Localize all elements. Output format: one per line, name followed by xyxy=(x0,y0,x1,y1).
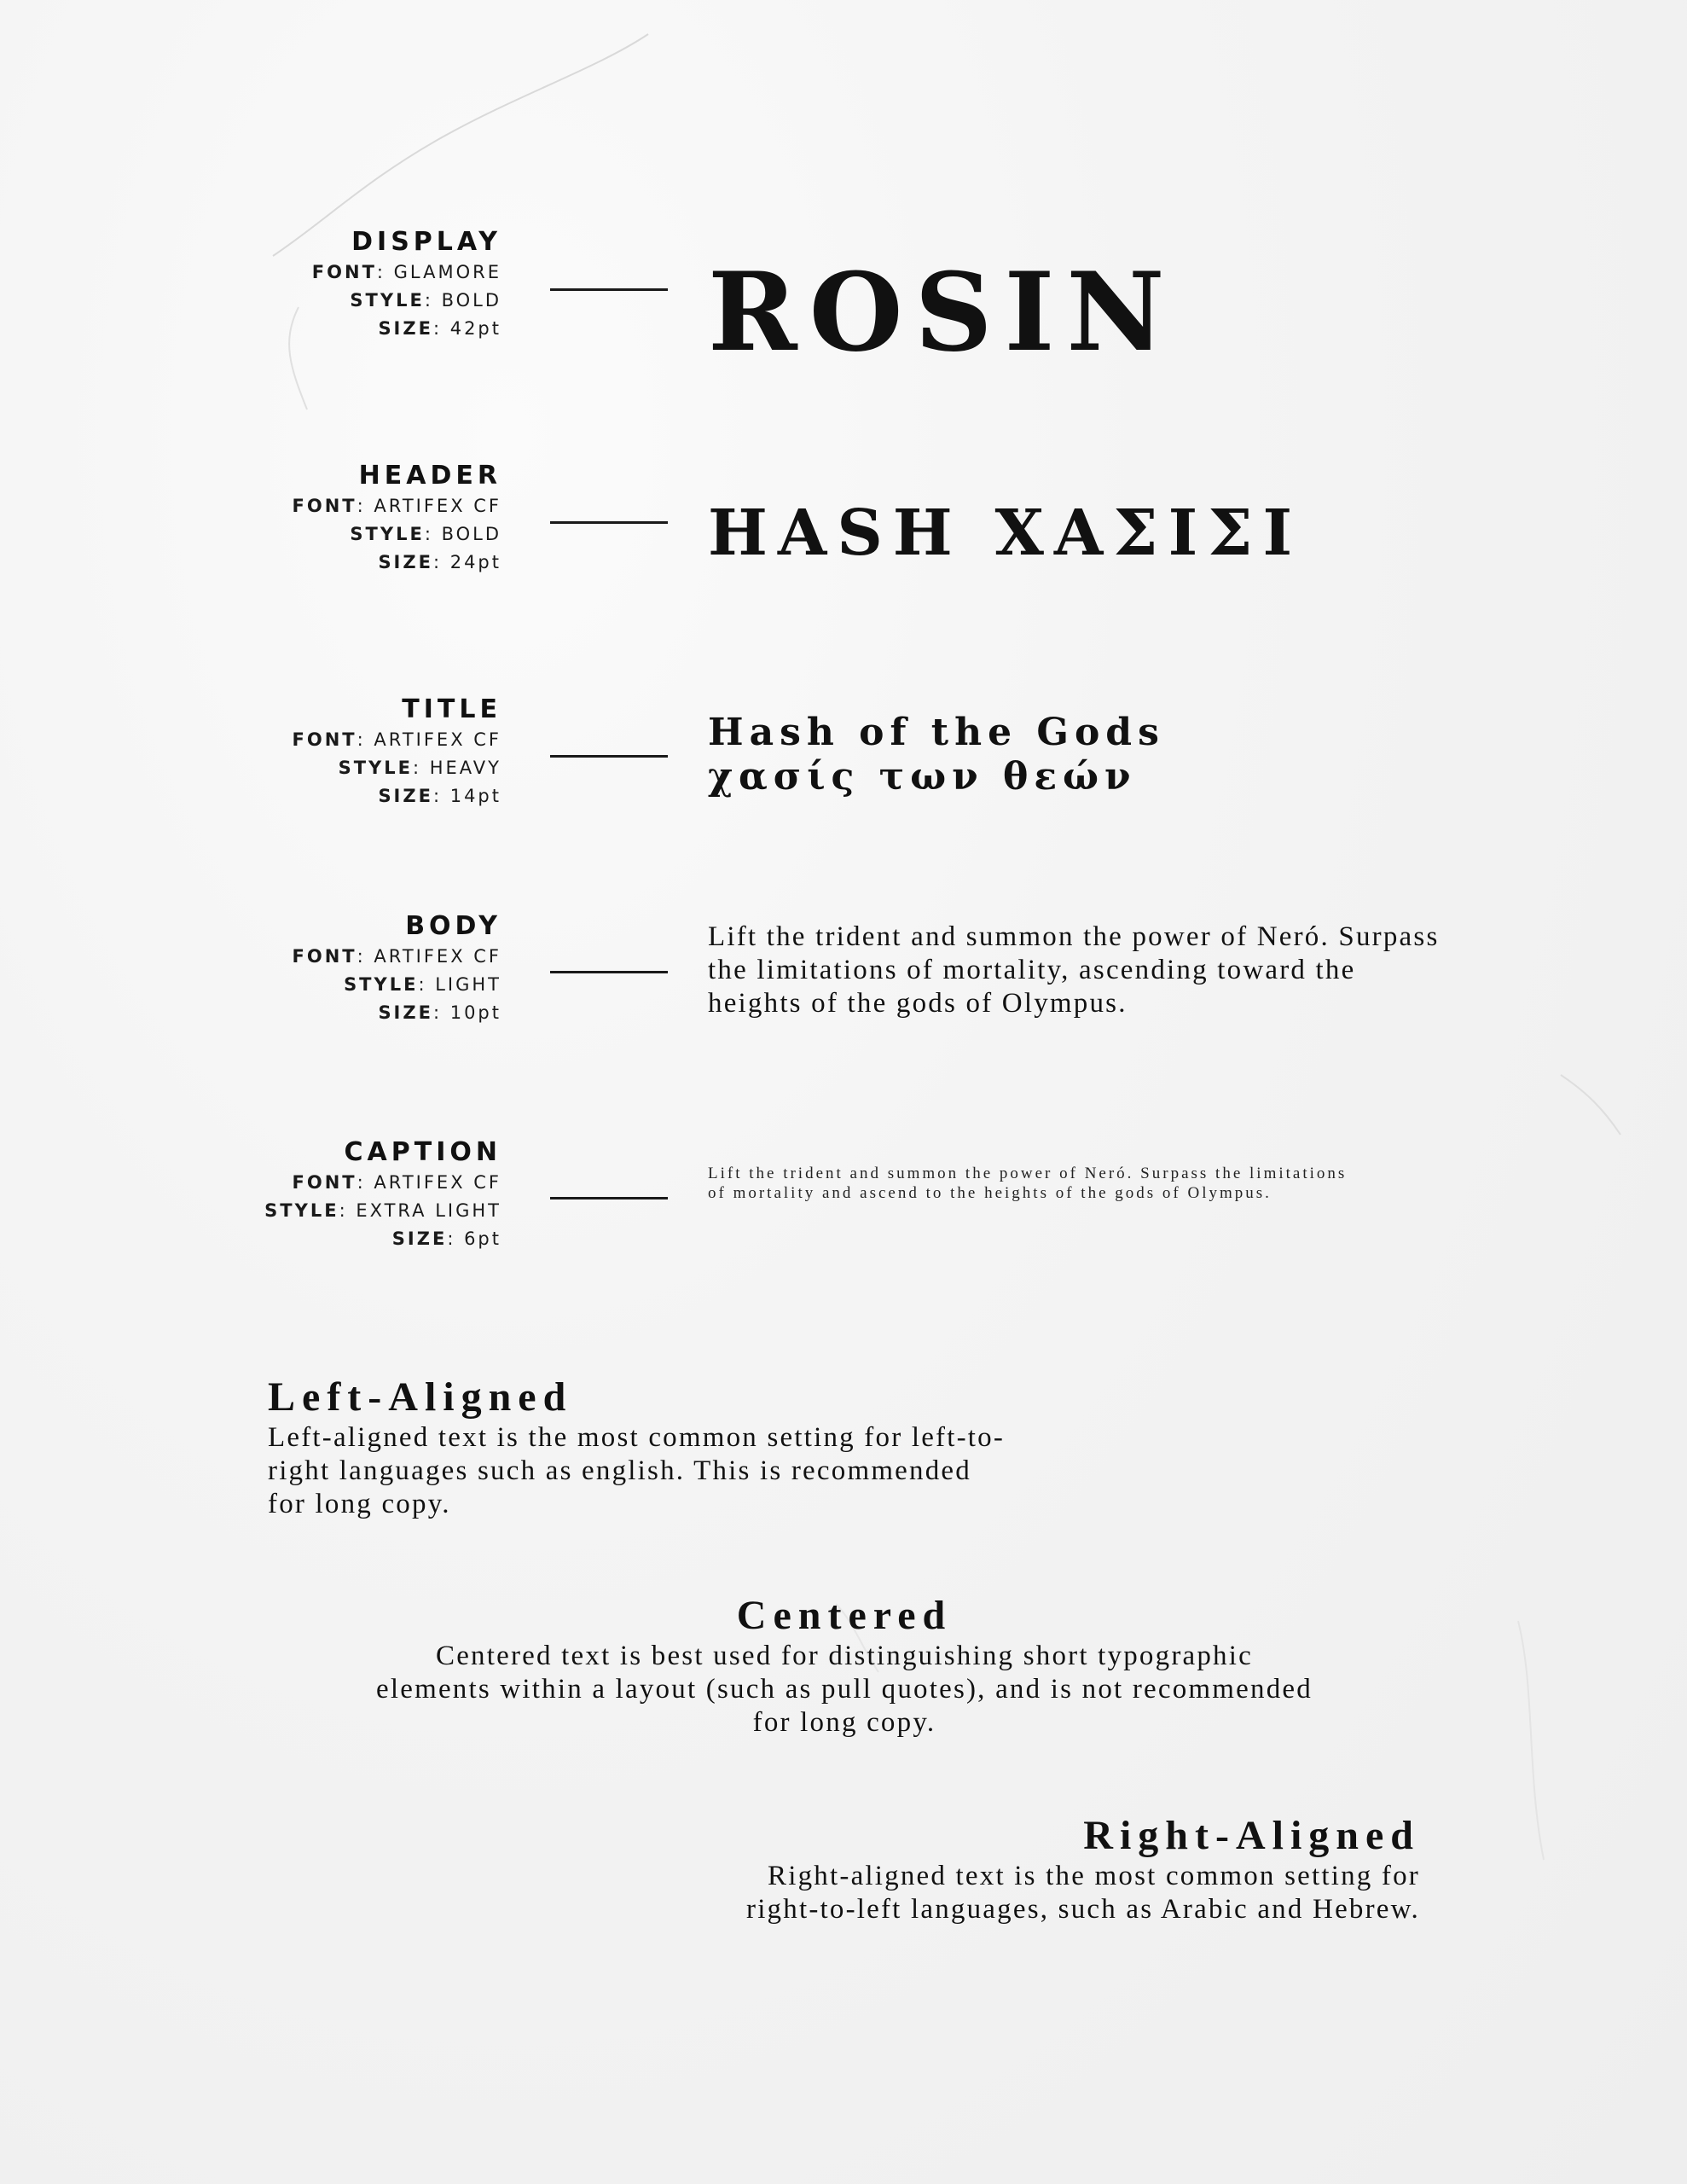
left-aligned-text: Left-aligned text is the most common setting for left-to-right languages such as english. This is recommended for long copy. xyxy=(268,1422,1006,1519)
title-style-line: STYLE: HEAVY xyxy=(338,758,501,778)
title-label: TITLE xyxy=(402,694,501,724)
centered-example xyxy=(375,1592,1313,1740)
display-style-line: STYLE: BOLD xyxy=(350,290,501,311)
title-font-line: FONT: ARTIFEX CF xyxy=(292,729,501,750)
body-style-line: STYLE: LIGHT xyxy=(344,974,501,995)
left-aligned-example xyxy=(268,1374,1018,1521)
title-sample-greek: χασίς των θεών xyxy=(708,755,1137,799)
display-spec-meta xyxy=(312,226,501,343)
header-spec-meta xyxy=(293,460,501,577)
caption-connector-line xyxy=(550,1197,668,1199)
caption-spec-meta xyxy=(264,1136,501,1253)
left-aligned-title: Left-Aligned xyxy=(268,1374,573,1420)
title-spec-row xyxy=(0,694,1687,830)
title-connector-line xyxy=(550,755,668,758)
right-aligned-example xyxy=(725,1812,1420,1926)
caption-sample: Lift the trident and summon the power of Neró. Surpass the limitations of mortality and ascend to the heights of the gods of Olympus. xyxy=(708,1165,1348,1202)
display-label: DISPLAY xyxy=(351,227,501,257)
header-label: HEADER xyxy=(358,461,501,491)
display-connector-line xyxy=(550,288,668,291)
body-sample: Lift the trident and summon the power of Neró. Surpass the limitations of mortality, ascending toward the heights of the gods of Olympus. xyxy=(708,921,1440,1019)
caption-style-line: STYLE: EXTRA LIGHT xyxy=(264,1200,501,1221)
header-style-line: STYLE: BOLD xyxy=(350,524,501,544)
header-font-line: FONT: ARTIFEX CF xyxy=(292,496,501,516)
caption-spec-row xyxy=(0,1136,1687,1273)
centered-text: Centered text is best used for distinguishing short typographic elements within a layout (such as pull quotes), and is not recommended for long copy. xyxy=(376,1641,1313,1738)
display-spec-row xyxy=(0,226,1687,397)
title-spec-meta xyxy=(293,694,501,810)
title-size-line: SIZE: 14pt xyxy=(378,786,501,806)
body-spec-meta xyxy=(293,910,501,1027)
centered-title: Centered xyxy=(736,1593,953,1638)
header-connector-line xyxy=(550,521,668,524)
header-sample: HASH ΧΑΣΙΣΙ xyxy=(708,497,1303,570)
display-font-line: FONT: GLAMORE xyxy=(311,262,501,282)
title-sample-english: Hash of the Gods xyxy=(708,711,1165,754)
right-aligned-text: Right-aligned text is the most common setting for right-to-left languages, such as Arabic and Hebrew. xyxy=(746,1861,1420,1925)
header-size-line: SIZE: 24pt xyxy=(378,552,501,572)
body-font-line: FONT: ARTIFEX CF xyxy=(292,946,501,967)
header-spec-row xyxy=(0,460,1687,596)
body-connector-line xyxy=(550,971,668,973)
caption-size-line: SIZE: 6pt xyxy=(391,1228,501,1249)
display-size-line: SIZE: 42pt xyxy=(378,318,501,339)
title-sample xyxy=(708,711,1165,799)
body-size-line: SIZE: 10pt xyxy=(378,1002,501,1023)
caption-label: CAPTION xyxy=(344,1137,501,1167)
body-spec-row xyxy=(0,910,1687,1047)
display-sample: ROSIN xyxy=(708,249,1177,375)
body-label: BODY xyxy=(405,911,501,941)
right-aligned-title: Right-Aligned xyxy=(1083,1813,1420,1858)
caption-font-line: FONT: ARTIFEX CF xyxy=(292,1172,501,1193)
